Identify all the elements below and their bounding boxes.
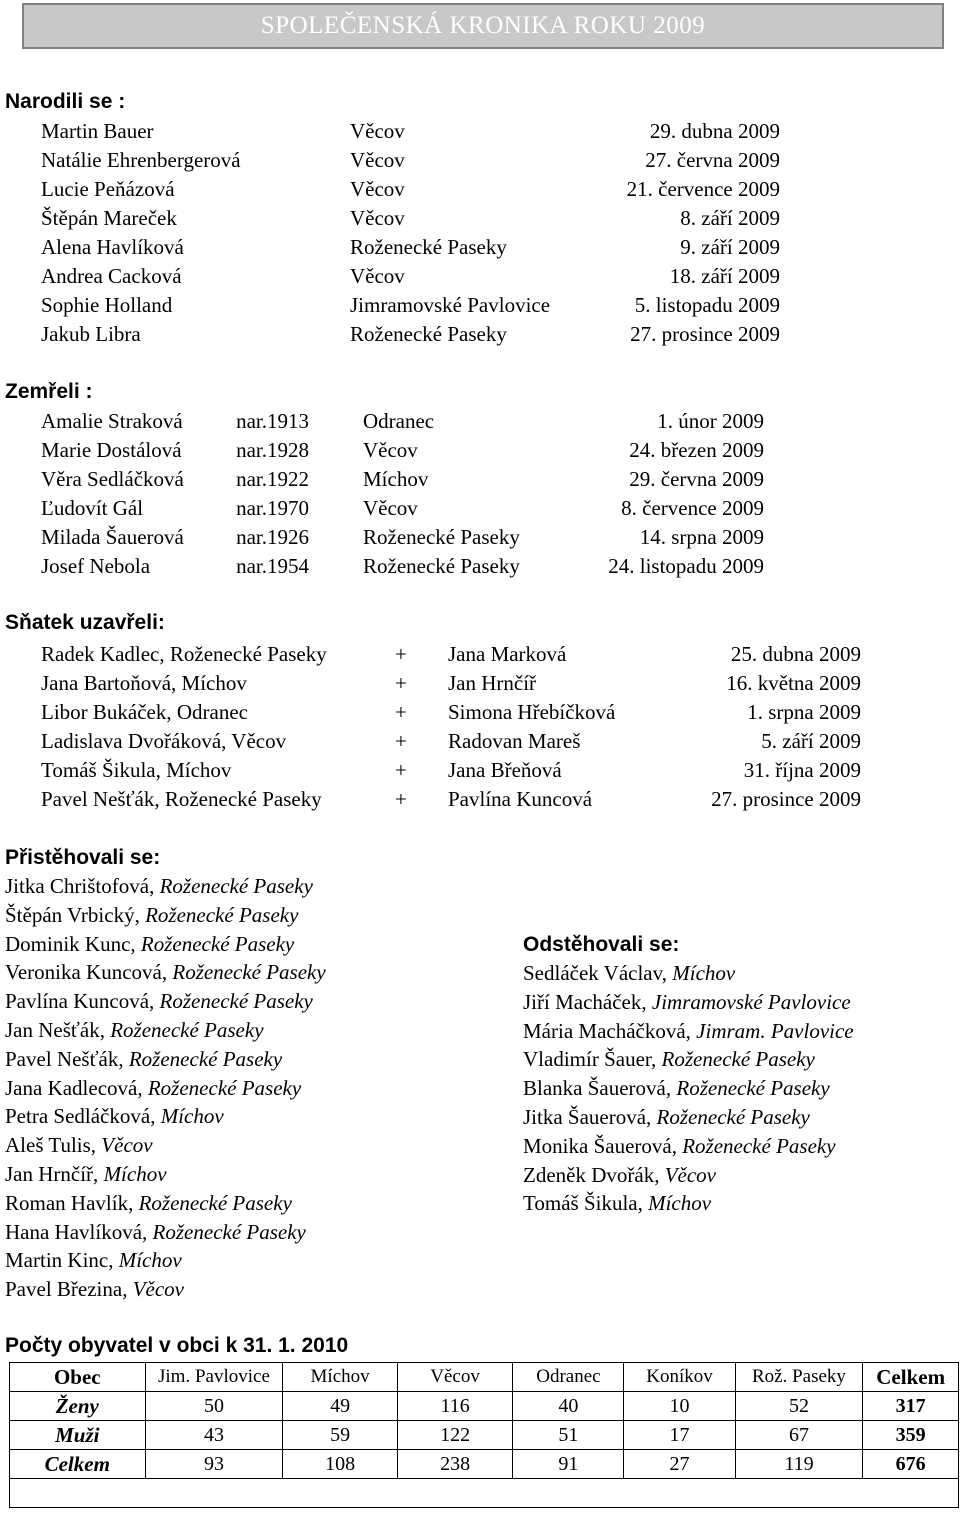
moved-in-name: Veronika Kuncová, [5, 960, 168, 985]
born-row [0, 117, 960, 145]
moved-out-place: Věcov [664, 1162, 716, 1187]
table-header-cell: Odranec [513, 1363, 624, 1392]
moved-in-place: Roženecké Paseky [159, 874, 313, 898]
died-birth: nar.1954 [236, 554, 309, 578]
moved-in-name: Hana Havlíková, [5, 1219, 148, 1244]
died-birth: nar.1926 [236, 525, 309, 549]
table-cell: 52 [735, 1392, 863, 1421]
died-row [0, 523, 960, 551]
table-cell: 67 [735, 1421, 863, 1450]
moved-in-item [5, 930, 294, 958]
moved-in-name: Štěpán Vrbický, [5, 902, 140, 927]
table-row [10, 1450, 959, 1479]
moved-in-item [5, 1102, 224, 1130]
moved-in-name: Jan Nešťák, [5, 1018, 105, 1042]
born-place: Věcov [350, 177, 405, 201]
married-date: 27. prosince 2009 [711, 787, 861, 811]
moved-out-item [523, 1132, 836, 1160]
table-cell: 50 [145, 1392, 283, 1421]
table-cell: 27 [624, 1450, 735, 1479]
moved-out-name: Jiří Macháček, [523, 989, 647, 1014]
married-plus: + [395, 642, 407, 666]
married-date: 16. května 2009 [726, 671, 861, 695]
married-plus: + [395, 758, 407, 782]
table-cell: 40 [513, 1392, 624, 1421]
born-place: Roženecké Paseky [350, 322, 507, 346]
born-row [0, 291, 960, 319]
moved-out-name: Jitka Šauerová, [523, 1105, 652, 1129]
moved-out-item [523, 1103, 810, 1131]
moved-in-name: Jana Kadlecová, [5, 1075, 143, 1100]
married-partner2: Radovan Mareš [448, 729, 581, 753]
married-partner2: Pavlína Kuncová [448, 787, 593, 811]
moved-in-place: Věcov [132, 1277, 184, 1302]
married-partner1: Pavel Nešťák, Roženecké Paseky [41, 787, 322, 811]
died-date: 14. srpna 2009 [639, 525, 764, 549]
moved-in-item [5, 958, 326, 986]
died-name: Marie Dostálová [41, 438, 182, 462]
moved-in-name: Jan Hrnčíř, [5, 1162, 99, 1186]
died-name: Milada Šauerová [41, 525, 184, 549]
moved-out-place: Roženecké Paseky [676, 1076, 830, 1101]
died-place: Odranec [363, 409, 435, 433]
married-row [0, 785, 960, 813]
moved-out-name: Tomáš Šikula, [523, 1191, 643, 1216]
married-partner1: Tomáš Šikula, Míchov [41, 758, 232, 782]
population-heading: Počty obyvatel v obci k 31. 1. 2010 [5, 1334, 349, 1357]
moved-out-item [523, 1074, 830, 1102]
died-birth: nar.1970 [236, 496, 309, 520]
born-row [0, 320, 960, 348]
table-header-cell: Rož. Paseky [735, 1363, 863, 1392]
born-place: Věcov [350, 206, 405, 230]
born-name: Lucie Peňázová [41, 177, 175, 201]
table-cell: 238 [397, 1450, 513, 1479]
table-row-label: Ženy [10, 1392, 146, 1421]
born-date: 27. června 2009 [645, 148, 780, 172]
moved-in-item [5, 901, 298, 929]
born-date: 5. listopadu 2009 [634, 293, 780, 317]
born-date: 18. září 2009 [669, 264, 780, 288]
moved-out-place: Roženecké Paseky [682, 1133, 836, 1158]
moved-in-place: Roženecké Paseky [138, 1190, 292, 1215]
table-cell: 108 [283, 1450, 397, 1479]
married-date: 1. srpna 2009 [747, 700, 861, 724]
married-plus: + [395, 787, 407, 811]
moved-out-name: Sedláček Václav, [523, 961, 668, 985]
table-header-cell: Míchov [283, 1363, 397, 1392]
table-cell: 116 [397, 1392, 513, 1421]
married-partner1: Libor Bukáček, Odranec [41, 700, 248, 724]
table-cell: 91 [513, 1450, 624, 1479]
died-name: Ľudovít Gál [41, 496, 144, 520]
moved-in-place: Roženecké Paseky [152, 1219, 306, 1244]
moved-out-place: Jimramovské Pavlovice [651, 989, 851, 1014]
moved-in-name: Pavlína Kuncová, [5, 989, 155, 1014]
moved-out-item [523, 1045, 815, 1073]
born-row [0, 146, 960, 174]
died-name: Amalie Straková [41, 409, 183, 433]
married-partner2: Simona Hřebíčková [448, 700, 616, 724]
married-date: 31. října 2009 [743, 758, 861, 782]
married-partner1: Jana Bartoňová, Míchov [41, 671, 247, 695]
moved-in-heading: Přistěhovali se: [5, 846, 161, 869]
born-name: Natálie Ehrenbergerová [41, 148, 241, 172]
table-cell: 122 [397, 1421, 513, 1450]
died-row [0, 436, 960, 464]
married-partner2: Jan Hrnčíř [448, 671, 537, 695]
born-date: 8. září 2009 [680, 206, 780, 230]
table-cell: 49 [283, 1392, 397, 1421]
born-row [0, 233, 960, 261]
moved-out-heading: Odstěhovali se: [523, 933, 680, 956]
married-date: 5. září 2009 [761, 729, 861, 753]
married-partner2: Jana Marková [448, 642, 567, 666]
married-date: 25. dubna 2009 [730, 642, 861, 666]
died-row [0, 552, 960, 580]
moved-in-place: Roženecké Paseky [140, 931, 295, 956]
born-row [0, 204, 960, 232]
table-cell: 43 [145, 1421, 283, 1450]
born-name: Jakub Libra [41, 322, 141, 346]
table-row [10, 1392, 959, 1421]
moved-in-item [5, 987, 313, 1015]
born-date: 27. prosince 2009 [630, 322, 780, 346]
died-place: Roženecké Paseky [363, 525, 520, 549]
moved-in-place: Míchov [103, 1162, 167, 1186]
born-name: Alena Havlíková [41, 235, 184, 259]
born-place: Věcov [350, 264, 405, 288]
born-place: Věcov [350, 119, 405, 143]
died-place: Věcov [363, 438, 418, 462]
died-heading: Zemřeli : [5, 380, 93, 403]
married-row [0, 727, 960, 755]
moved-in-item [5, 1275, 184, 1303]
moved-in-place: Roženecké Paseky [159, 989, 313, 1014]
table-header-cell: Věcov [397, 1363, 513, 1392]
married-partner2: Jana Břeňová [448, 758, 562, 782]
moved-out-name: Zdeněk Dvořák, [523, 1162, 660, 1187]
moved-in-name: Martin Kinc, [5, 1248, 114, 1273]
married-heading: Sňatek uzavřeli: [5, 611, 165, 634]
table-row-label: Celkem [10, 1450, 146, 1479]
born-place: Roženecké Paseky [350, 235, 507, 259]
moved-in-item [5, 1131, 153, 1159]
moved-in-item [5, 1218, 306, 1246]
married-row [0, 669, 960, 697]
born-name: Sophie Holland [41, 293, 173, 317]
died-row [0, 465, 960, 493]
died-date: 24. listopadu 2009 [608, 554, 764, 578]
table-header-cell: Koníkov [624, 1363, 735, 1392]
married-plus: + [395, 671, 407, 695]
moved-out-place: Roženecké Paseky [661, 1047, 815, 1072]
moved-in-name: Dominik Kunc, [5, 931, 136, 956]
moved-in-item [5, 1016, 264, 1044]
moved-out-item [523, 1161, 716, 1189]
married-row [0, 698, 960, 726]
moved-out-name: Blanka Šauerová, [523, 1076, 672, 1101]
married-partner1: Ladislava Dvořáková, Věcov [41, 729, 287, 753]
moved-out-place: Míchov [648, 1191, 712, 1216]
born-name: Andrea Cacková [41, 264, 182, 288]
moved-in-name: Aleš Tulis, [5, 1133, 97, 1158]
moved-out-place: Míchov [672, 961, 736, 985]
table-row [10, 1421, 959, 1450]
born-heading: Narodili se : [5, 90, 126, 113]
table-total-cell: 676 [863, 1450, 959, 1479]
born-name: Štěpán Mareček [41, 206, 177, 230]
married-row [0, 756, 960, 784]
born-date: 9. září 2009 [680, 235, 780, 259]
married-partner1: Radek Kadlec, Roženecké Paseky [41, 642, 327, 666]
moved-in-name: Roman Havlík, [5, 1190, 134, 1215]
moved-in-item [5, 1074, 301, 1102]
table-empty-row [10, 1479, 959, 1508]
died-date: 1. únor 2009 [657, 409, 764, 433]
moved-in-place: Roženecké Paseky [147, 1075, 302, 1100]
table-header-cell: Celkem [863, 1363, 959, 1392]
moved-out-item [523, 1017, 854, 1045]
table-header-row [10, 1363, 959, 1392]
born-place: Věcov [350, 148, 405, 172]
table-cell: 10 [624, 1392, 735, 1421]
moved-out-name: Vladimír Šauer, [523, 1047, 657, 1072]
married-row [0, 640, 960, 668]
moved-out-place: Jimram. Pavlovice [696, 1018, 854, 1043]
born-date: 21. července 2009 [626, 177, 780, 201]
moved-in-name: Jitka Chrištofová, [5, 874, 155, 898]
moved-in-place: Míchov [118, 1248, 182, 1273]
died-date: 29. června 2009 [629, 467, 764, 491]
died-place: Roženecké Paseky [363, 554, 520, 578]
moved-in-name: Petra Sedláčková, [5, 1104, 156, 1129]
table-cell: 17 [624, 1421, 735, 1450]
born-row [0, 175, 960, 203]
title-banner [22, 3, 944, 49]
table-header-cell: Jim. Pavlovice [145, 1363, 283, 1392]
died-place: Věcov [363, 496, 418, 520]
died-row [0, 407, 960, 435]
table-header-cell: Obec [10, 1363, 146, 1392]
table-cell: 119 [735, 1450, 863, 1479]
died-date: 24. březen 2009 [629, 438, 764, 462]
died-birth: nar.1922 [236, 467, 309, 491]
table-cell: 59 [283, 1421, 397, 1450]
born-place: Jimramovské Pavlovice [350, 293, 551, 317]
died-row [0, 494, 960, 522]
table-empty-cell [10, 1479, 959, 1508]
married-plus: + [395, 729, 407, 753]
moved-in-place: Roženecké Paseky [110, 1018, 264, 1042]
moved-out-place: Roženecké Paseky [656, 1105, 810, 1129]
moved-in-place: Věcov [101, 1133, 153, 1158]
moved-in-item [5, 872, 313, 900]
moved-out-item [523, 959, 735, 987]
moved-out-name: Monika Šauerová, [523, 1133, 677, 1158]
moved-in-place: Míchov [160, 1104, 224, 1129]
moved-in-name: Pavel Nešťák, [5, 1046, 124, 1071]
table-cell: 93 [145, 1450, 283, 1479]
died-place: Míchov [363, 467, 429, 491]
died-birth: nar.1913 [236, 409, 309, 433]
population-table [9, 1362, 959, 1508]
moved-in-item [5, 1246, 182, 1274]
moved-out-item [523, 988, 851, 1016]
died-name: Věra Sedláčková [41, 467, 184, 491]
moved-in-item [5, 1045, 282, 1073]
died-name: Josef Nebola [41, 554, 151, 578]
page-title: SPOLEČENSKÁ KRONIKA ROKU 2009 [260, 12, 706, 39]
table-total-cell: 359 [863, 1421, 959, 1450]
moved-out-name: Mária Macháčková, [523, 1018, 691, 1043]
died-date: 8. července 2009 [621, 496, 764, 520]
moved-in-place: Roženecké Paseky [172, 960, 326, 985]
moved-in-item [5, 1160, 167, 1188]
table-total-cell: 317 [863, 1392, 959, 1421]
table-row-label: Muži [10, 1421, 146, 1450]
moved-in-name: Pavel Březina, [5, 1277, 128, 1302]
married-plus: + [395, 700, 407, 724]
moved-in-place: Roženecké Paseky [128, 1046, 283, 1071]
table-cell: 51 [513, 1421, 624, 1450]
moved-out-item [523, 1189, 711, 1217]
died-birth: nar.1928 [236, 438, 309, 462]
moved-in-place: Roženecké Paseky [145, 902, 299, 927]
born-row [0, 262, 960, 290]
born-date: 29. dubna 2009 [649, 119, 780, 143]
moved-in-item [5, 1189, 292, 1217]
born-name: Martin Bauer [41, 119, 154, 143]
